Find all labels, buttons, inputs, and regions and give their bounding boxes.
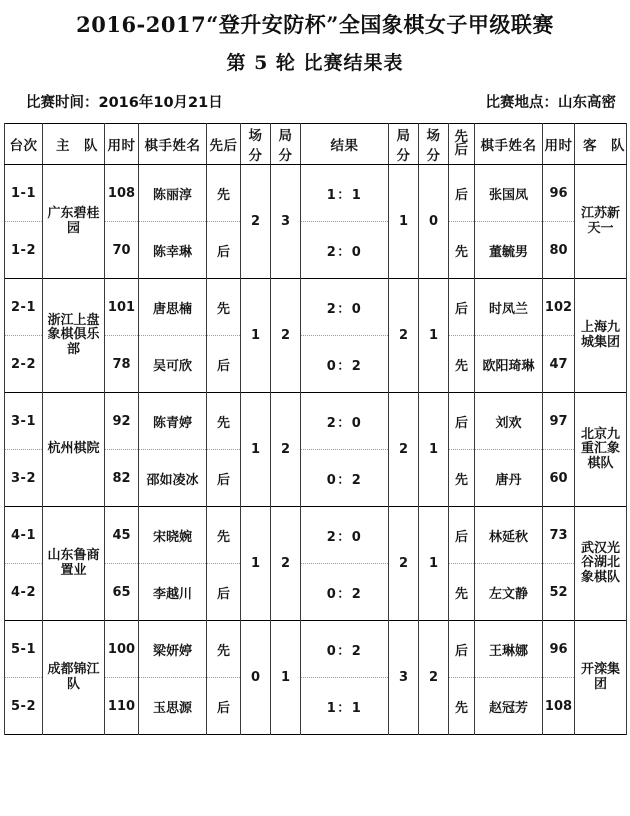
home-side-marker: 后: [207, 222, 241, 279]
away-team-name: 上海九城集团: [575, 279, 627, 393]
results-sheet: [0, 13, 630, 816]
results-table: [4, 123, 627, 735]
col-home-player: 棋手姓名: [139, 124, 207, 165]
board-result: 2：0: [301, 222, 389, 279]
home-game-points: 2: [271, 279, 301, 393]
home-player-name: 吴可欣: [139, 336, 207, 393]
away-side-marker: 先: [449, 678, 475, 735]
away-time-used: 80: [543, 222, 575, 279]
home-team-name: 广东碧桂园: [43, 165, 105, 279]
home-game-points: 2: [271, 393, 301, 507]
board-number: 5-1: [5, 621, 43, 678]
away-match-points: 1: [419, 393, 449, 507]
col-away-time: 用时: [543, 124, 575, 165]
away-time-used: 96: [543, 621, 575, 678]
away-time-used: 47: [543, 336, 575, 393]
away-team-name: 开滦集团: [575, 621, 627, 735]
away-player-name: 时凤兰: [475, 279, 543, 336]
table-row: [5, 393, 627, 450]
away-team-name: 江苏新天一: [575, 165, 627, 279]
board-number: 3-1: [5, 393, 43, 450]
match-venue: 比赛地点：山东高密: [485, 95, 616, 112]
home-side-marker: 先: [207, 393, 241, 450]
away-player-name: 王琳娜: [475, 621, 543, 678]
board-number: 3-2: [5, 450, 43, 507]
away-match-points: 2: [419, 621, 449, 735]
home-side-marker: 后: [207, 678, 241, 735]
col-away-side: [449, 124, 475, 165]
away-side-marker: 后: [449, 507, 475, 564]
board-result: 2：0: [301, 279, 389, 336]
away-player-name: 张国凤: [475, 165, 543, 222]
home-game-points: 3: [271, 165, 301, 279]
away-player-name: 董毓男: [475, 222, 543, 279]
away-time-used: 108: [543, 678, 575, 735]
home-match-points: 1: [241, 279, 271, 393]
home-time-used: 108: [105, 165, 139, 222]
board-result: 2：0: [301, 393, 389, 450]
home-time-used: 101: [105, 279, 139, 336]
col-away-player: 棋手姓名: [475, 124, 543, 165]
home-team-name: 浙江上盘象棋俱乐部: [43, 279, 105, 393]
home-time-used: 65: [105, 564, 139, 621]
away-side-marker: 先: [449, 336, 475, 393]
away-game-points: 2: [389, 507, 419, 621]
board-result: 1：1: [301, 165, 389, 222]
col-home-team: 主 队: [43, 124, 105, 165]
away-side-marker: 先: [449, 564, 475, 621]
home-match-points: 2: [241, 165, 271, 279]
home-game-points: 1: [271, 621, 301, 735]
away-time-used: 102: [543, 279, 575, 336]
home-time-used: 92: [105, 393, 139, 450]
board-result: 1：1: [301, 678, 389, 735]
away-time-used: 60: [543, 450, 575, 507]
home-player-name: 玉思源: [139, 678, 207, 735]
away-time-used: 96: [543, 165, 575, 222]
home-match-points: 0: [241, 621, 271, 735]
board-number: 4-2: [5, 564, 43, 621]
table-row: [5, 165, 627, 222]
table-header-row: [5, 124, 627, 165]
home-player-name: 陈丽淳: [139, 165, 207, 222]
home-player-name: 陈青婷: [139, 393, 207, 450]
home-team-name: 成都锦江队: [43, 621, 105, 735]
board-result: 0：2: [301, 621, 389, 678]
home-time-used: 45: [105, 507, 139, 564]
away-side-marker: 先: [449, 222, 475, 279]
board-number: 2-2: [5, 336, 43, 393]
home-time-used: 82: [105, 450, 139, 507]
home-side-marker: 先: [207, 621, 241, 678]
away-player-name: 赵冠芳: [475, 678, 543, 735]
col-away-side-first: 先: [454, 128, 469, 145]
col-away-team: 客 队: [575, 124, 627, 165]
board-number: 1-1: [5, 165, 43, 222]
away-time-used: 52: [543, 564, 575, 621]
board-number: 2-1: [5, 279, 43, 336]
home-player-name: 陈幸琳: [139, 222, 207, 279]
away-player-name: 唐丹: [475, 450, 543, 507]
col-away-side-second: 后: [454, 142, 469, 159]
board-number: 4-1: [5, 507, 43, 564]
home-side-marker: 先: [207, 165, 241, 222]
home-time-used: 100: [105, 621, 139, 678]
away-time-used: 73: [543, 507, 575, 564]
away-game-points: 3: [389, 621, 419, 735]
home-side-marker: 后: [207, 564, 241, 621]
home-side-marker: 先: [207, 279, 241, 336]
away-game-points: 1: [389, 165, 419, 279]
away-time-used: 97: [543, 393, 575, 450]
col-home-side: 先后: [207, 124, 241, 165]
table-row: [5, 279, 627, 336]
col-home-time: 用时: [105, 124, 139, 165]
away-team-name: 武汉光谷湖北象棋队: [575, 507, 627, 621]
col-result: 结果: [301, 124, 389, 165]
away-team-name: 北京九重汇象棋队: [575, 393, 627, 507]
home-match-points: 1: [241, 507, 271, 621]
board-result: 0：2: [301, 450, 389, 507]
col-away-game-points: 局分: [389, 124, 419, 165]
table-row: [5, 507, 627, 564]
home-time-used: 110: [105, 678, 139, 735]
home-game-points: 2: [271, 507, 301, 621]
home-player-name: 宋晓婉: [139, 507, 207, 564]
page-subtitle: 第 5 轮 比赛结果表: [226, 52, 404, 75]
home-time-used: 78: [105, 336, 139, 393]
away-match-points: 0: [419, 165, 449, 279]
col-home-match-points: 场分: [241, 124, 271, 165]
away-side-marker: 后: [449, 279, 475, 336]
home-player-name: 李越川: [139, 564, 207, 621]
board-number: 5-2: [5, 678, 43, 735]
home-side-marker: 后: [207, 450, 241, 507]
board-number: 1-2: [5, 222, 43, 279]
away-side-marker: 先: [449, 450, 475, 507]
away-side-marker: 后: [449, 165, 475, 222]
home-side-marker: 后: [207, 336, 241, 393]
home-match-points: 1: [241, 393, 271, 507]
meta-row: [0, 91, 630, 112]
away-player-name: 欧阳琦琳: [475, 336, 543, 393]
away-player-name: 左文静: [475, 564, 543, 621]
board-result: 0：2: [301, 564, 389, 621]
away-side-marker: 后: [449, 393, 475, 450]
col-board: 台次: [5, 124, 43, 165]
home-player-name: 邵如凌冰: [139, 450, 207, 507]
home-player-name: 唐思楠: [139, 279, 207, 336]
home-team-name: 山东鲁商置业: [43, 507, 105, 621]
away-match-points: 1: [419, 279, 449, 393]
home-time-used: 70: [105, 222, 139, 279]
away-match-points: 1: [419, 507, 449, 621]
results-table-wrap: [0, 123, 630, 735]
col-home-game-points: 局分: [271, 124, 301, 165]
away-player-name: 刘欢: [475, 393, 543, 450]
col-away-match-points: 场分: [419, 124, 449, 165]
home-side-marker: 先: [207, 507, 241, 564]
away-game-points: 2: [389, 279, 419, 393]
away-player-name: 林延秋: [475, 507, 543, 564]
table-body: [5, 165, 627, 735]
table-row: [5, 621, 627, 678]
board-result: 2：0: [301, 507, 389, 564]
match-date: 比赛时间：2016年10月21日: [26, 95, 223, 112]
away-side-marker: 后: [449, 621, 475, 678]
away-game-points: 2: [389, 393, 419, 507]
board-result: 0：2: [301, 336, 389, 393]
home-player-name: 梁妍婷: [139, 621, 207, 678]
page-title: 2016-2017“登升安防杯”全国象棋女子甲级联赛: [76, 12, 554, 37]
home-team-name: 杭州棋院: [43, 393, 105, 507]
